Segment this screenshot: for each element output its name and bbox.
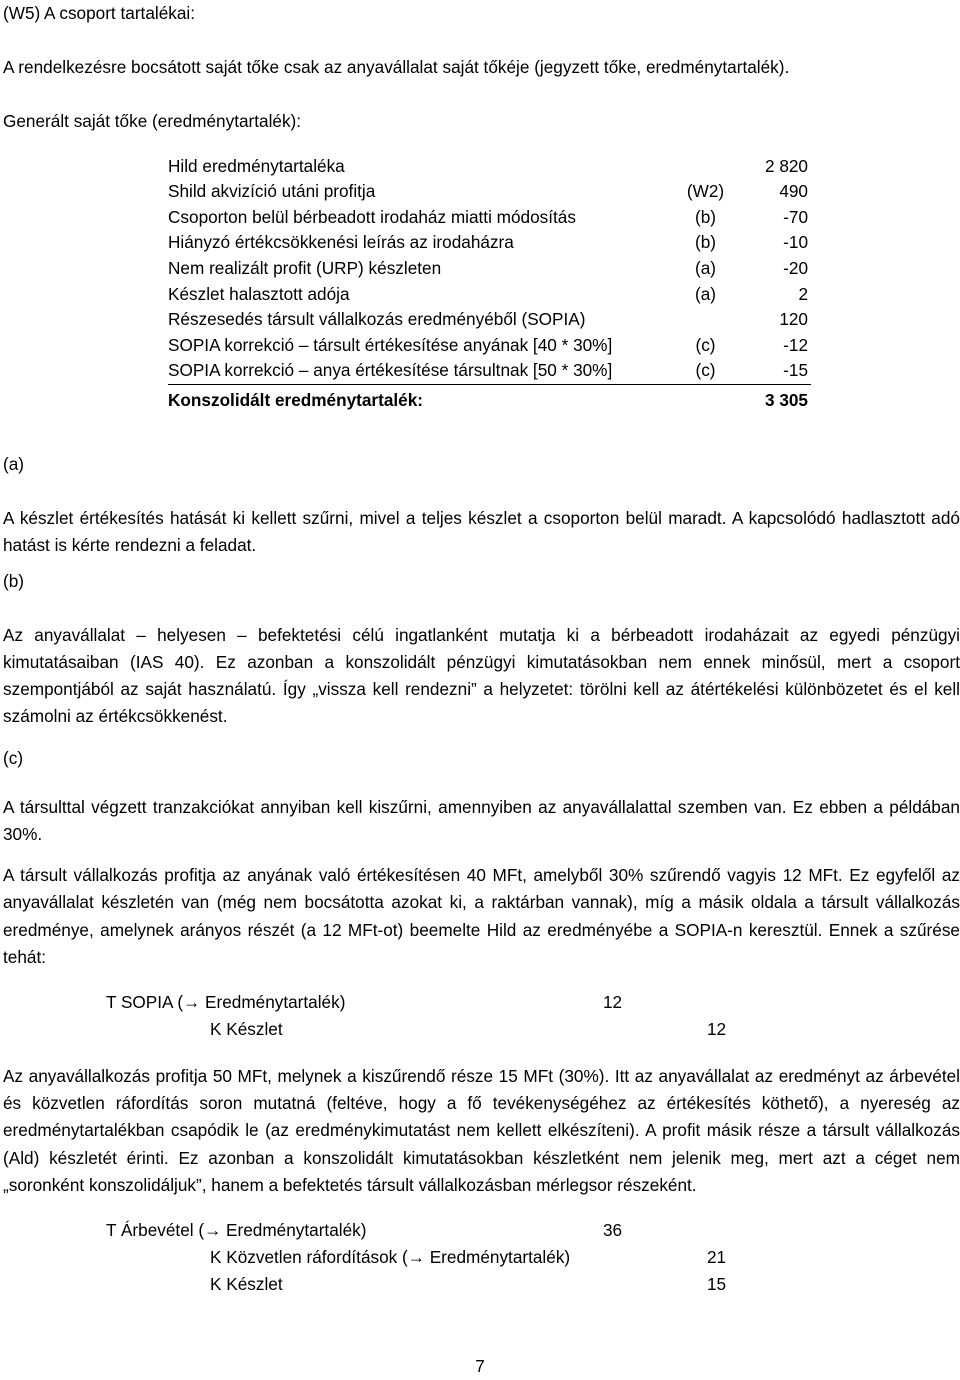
- row-amount: 490: [779, 181, 808, 202]
- credit-amount: 15: [707, 1274, 727, 1295]
- row-label: Részesedés társult vállalkozás eredményéből (SOPIA): [168, 309, 586, 330]
- credit-label: K Közvetlen ráfordítások (→ Eredménytartalék): [210, 1247, 571, 1268]
- retained-earnings-table: [168, 154, 811, 415]
- row-ref: (b): [694, 206, 716, 227]
- journal-entry-revenue: [3, 1217, 960, 1244]
- row-amount: -12: [783, 334, 808, 355]
- intro-paragraph: A rendelkezésre bocsátott saját tőke csak az anyavállalat saját tőkéje (jegyzett tőke, eredménytartalék).: [3, 57, 790, 78]
- credit-amount: 12: [707, 1019, 727, 1039]
- row-label: Készlet halasztott adója: [168, 283, 350, 304]
- table-row: [168, 179, 811, 205]
- row-label: Hild eredménytartaléka: [168, 155, 345, 176]
- total-amount: 3 305: [748, 384, 811, 415]
- journal-entry-sopia: [3, 989, 960, 1016]
- credit-label: K Készlet: [210, 1274, 283, 1295]
- debit-label: T Árbevétel (→ Eredménytartalék): [106, 1220, 367, 1241]
- row-label: Shild akvizíció utáni profitja: [168, 181, 376, 202]
- section-heading: (W5) A csoport tartalékai:: [3, 3, 195, 23]
- row-label: Csoporton belül bérbeadott irodaház miatti módosítás: [168, 206, 576, 227]
- table-row: [168, 358, 811, 384]
- subheading: Generált saját tőke (eredménytartalék):: [3, 111, 302, 132]
- credit-amount: 21: [707, 1247, 727, 1268]
- credit-label: K Készlet: [210, 1019, 283, 1039]
- table-row: [168, 230, 811, 256]
- section-a-marker: (a): [3, 453, 25, 474]
- debit-amount: 12: [603, 992, 623, 1012]
- row-ref: (a): [694, 257, 716, 278]
- section-c-marker: (c): [3, 747, 24, 768]
- section-b-text: Az anyavállalat – helyesen – befektetési célú ingatlanként mutatja ki a bérbeadott irodaházait az egyedi pénzügyi kimutatásaiban (IAS 40). Ez azonban a konszolidált pénzügyi kimutatásokban nem ennek minősül, mert a csoport szempontjából az saját használatú. Így „vissza kell rendezni” a helyzetet: törölni kell az átértékelési különbözetet és el kell számolni az értékcsökkenést.: [3, 624, 960, 727]
- section-a-text: A készlet értékesítés hatását ki kellett szűrni, mivel a teljes készlet a csoporton belül maradt. A kapcsolódó hadlasztott adó hatást is kérte rendezni a feladat.: [3, 508, 960, 556]
- row-amount: -10: [783, 232, 808, 253]
- page-number: 7: [475, 1356, 485, 1376]
- table-row: [168, 333, 811, 359]
- section-c-paragraph-3: Az anyavállalkozás profitja 50 MFt, melynek a kiszűrendő része 15 MFt (30%). Itt az anyavállalat az eredményt az árbevétel és közvetlen ráfordítás soron mutatná (feltéve, hogy a fő tevékenységéhez az értékesítés köthető), a nyereség az eredménytartalékban csapódik le (az eredménykimutatást nem kellett elkészíteni). A profit másik része a társult vállalkozás (Ald) készletét érinti. Ez azonban a konszolidált kimutatásokban készletként nem jelenik meg, mert azt a céget nem „soronként konszolidáljuk”, hanem a befektetés társult vállalkozásban mérlegsor részeként.: [3, 1066, 960, 1195]
- table-row: [168, 154, 811, 180]
- row-label: SOPIA korrekció – társult értékesítése anyának [40 * 30%]: [168, 334, 613, 355]
- row-label: Hiányzó értékcsökkenési leírás az irodaházra: [168, 232, 514, 253]
- table-row: [168, 282, 811, 308]
- total-label: Konszolidált eredménytartalék:: [168, 384, 663, 415]
- table-row: [168, 205, 811, 231]
- row-ref: (W2): [686, 181, 725, 202]
- row-amount: -70: [783, 206, 808, 227]
- section-b-marker: (b): [3, 570, 25, 591]
- table-row: [168, 307, 811, 333]
- row-ref: [663, 154, 748, 180]
- journal-entry-sopia-credit: [3, 1016, 960, 1043]
- row-amount: -20: [783, 257, 808, 278]
- section-c-paragraph-1: A társulttal végzett tranzakciókat annyiban kell kiszűrni, amennyiben az anyavállalattal szemben van. Ez ebben a példában 30%.: [3, 796, 960, 844]
- row-ref: (a): [694, 283, 716, 304]
- row-amount: -15: [783, 360, 808, 381]
- table-row: [168, 256, 811, 282]
- row-ref: (c): [695, 360, 716, 381]
- total-row: [168, 384, 811, 415]
- row-ref: [663, 307, 748, 333]
- debit-amount: 36: [603, 1220, 623, 1241]
- row-amount: 2 820: [764, 155, 808, 176]
- section-c-paragraph-2: A társult vállalkozás profitja az anyának való értékesítésen 40 MFt, amelyből 30% szűrendő vagyis 12 MFt. Ez egyfelől az anyavállalat készletén van (még nem bocsátotta azokat ki, a raktárban vannak), míg a másik oldala a társult vállalkozás eredménye, amelynek arányos részét (a 12 MFt-ot) beemelte Hild az eredményébe a SOPIA-n keresztül. Ennek a szűrése tehát:: [3, 865, 960, 967]
- journal-entry-inventory-credit: [3, 1271, 960, 1298]
- row-amount: 120: [779, 309, 808, 330]
- row-amount: 2: [798, 283, 808, 304]
- journal-entry-cost-credit: [3, 1244, 960, 1271]
- row-ref: (c): [695, 334, 716, 355]
- debit-label: T SOPIA (→ Eredménytartalék): [106, 992, 346, 1012]
- row-ref: (b): [694, 232, 716, 253]
- row-label: SOPIA korrekció – anya értékesítése társultnak [50 * 30%]: [168, 360, 613, 381]
- document-page: [3, 0, 960, 1298]
- row-label: Nem realizált profit (URP) készleten: [168, 257, 442, 278]
